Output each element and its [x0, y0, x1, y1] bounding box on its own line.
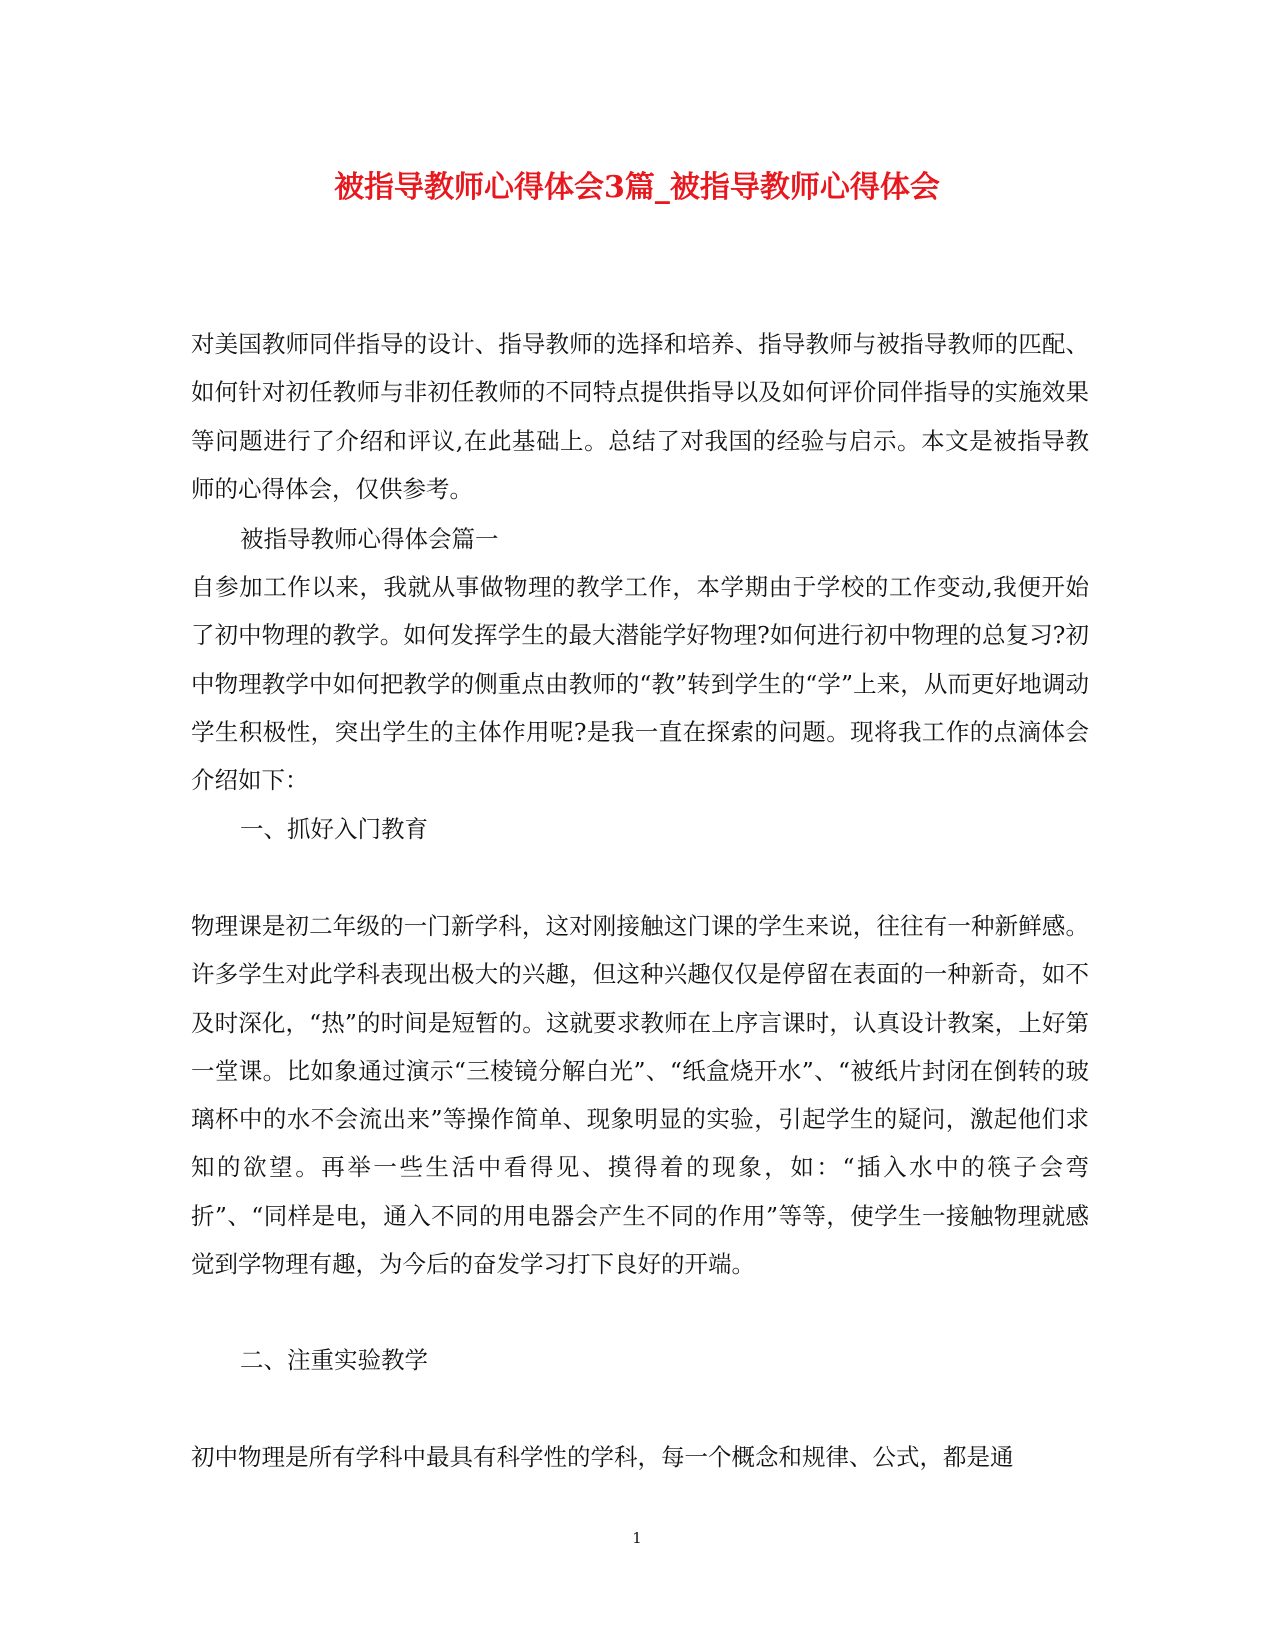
- section-title: 被指导教师心得体会篇一: [240, 525, 499, 553]
- body-paragraph-1: 自参加工作以来，我就从事做物理的教学工作，本学期由于学校的工作变动,我便开始了初中物理的教学。如何发挥学生的最大潜能学好物理?如何进行初中物理的总复习?初中物理教学中如何把教学的侧重点由教师的“教”转到学生的“学”上来，从而更好地调动学生积极性，突出学生的主体作用呢?是我一直在探索的问题。现将我工作的点滴体会介绍如下：: [191, 573, 1089, 795]
- heading-1: 一、抓好入门教育: [240, 815, 428, 843]
- heading-2: 二、注重实验教学: [240, 1346, 428, 1374]
- page-number: 1: [632, 1529, 642, 1547]
- intro-paragraph: 对美国教师同伴指导的设计、指导教师的选择和培养、指导教师与被指导教师的匹配、如何针对初任教师与非初任教师的不同特点提供指导以及如何评价同伴指导的实施效果等问题进行了介绍和评议,在此基础上。总结了对我国的经验与启示。本文是被指导教师的心得体会，仅供参考。: [191, 330, 1089, 503]
- body-paragraph-3: 初中物理是所有学科中最具有科学性的学科，每一个概念和规律、公式，都是通: [191, 1443, 1014, 1471]
- document-title: 被指导教师心得体会3篇_被指导教师心得体会: [334, 170, 940, 205]
- body-paragraph-2: 物理课是初二年级的一门新学科，这对刚接触这门课的学生来说，往往有一种新鲜感。许多学生对此学科表现出极大的兴趣，但这种兴趣仅仅是停留在表面的一种新奇，如不及时深化，“热”的时间是短暂的。这就要求教师在上序言课时，认真设计教案，上好第一堂课。比如象通过演示“三棱镜分解白光”、“纸盒烧开水”、“被纸片封闭在倒转的玻璃杯中的水不会流出来”等操作简单、现象明显的实验，引起学生的疑问，激起他们求知的欲望。再举一些生活中看得见、摸得着的现象，如：“插入水中的筷子会弯折”、“同样是电，通入不同的用电器会产生不同的作用”等等，使学生一接触物理就感觉到学物理有趣，为今后的奋发学习打下良好的开端。: [191, 912, 1089, 1279]
